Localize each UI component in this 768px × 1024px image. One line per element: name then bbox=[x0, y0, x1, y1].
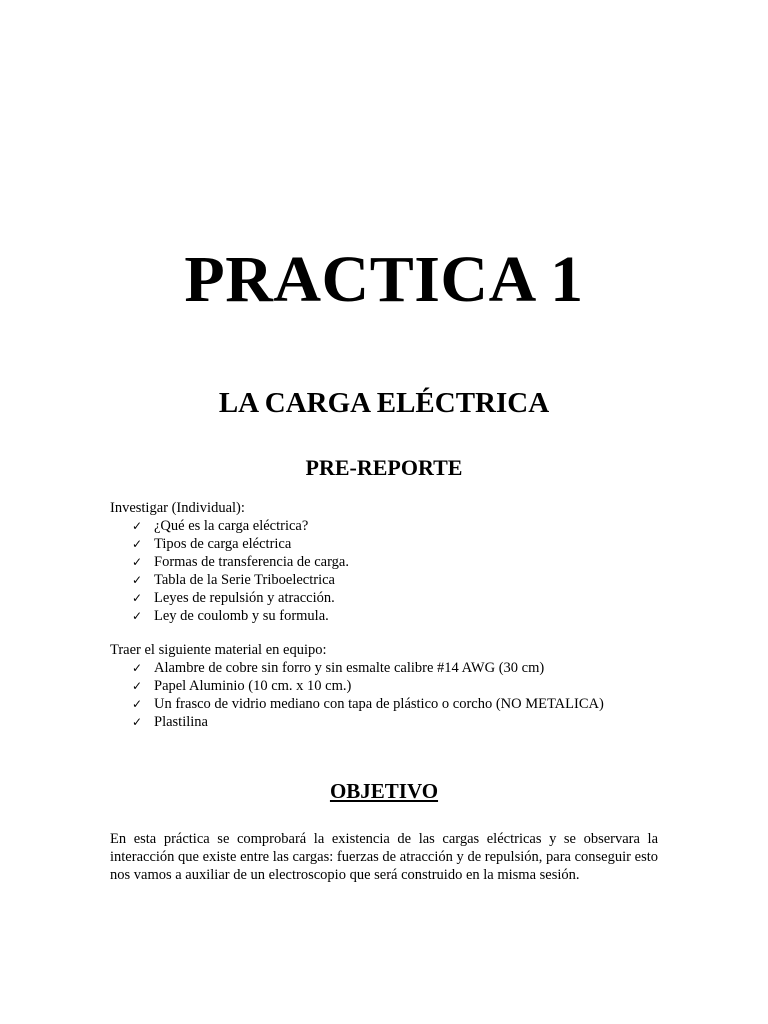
list-item-text: Tipos de carga eléctrica bbox=[154, 536, 292, 552]
checkmark-icon: ✓ bbox=[132, 609, 143, 623]
list-item-text: Tabla de la Serie Triboelectrica bbox=[154, 572, 335, 588]
research-list bbox=[110, 517, 660, 625]
list-item bbox=[132, 553, 660, 571]
list-item-text: Alambre de cobre sin forro y sin esmalte calibre #14 AWG (30 cm) bbox=[154, 660, 545, 676]
list-item-text: Ley de coulomb y su formula. bbox=[154, 608, 329, 624]
list-item bbox=[132, 607, 660, 625]
material-intro: Traer el siguiente material en equipo: bbox=[110, 642, 327, 658]
research-block bbox=[110, 499, 660, 625]
objective-heading: OBJETIVO bbox=[329, 779, 439, 803]
list-item-text: ¿Qué es la carga eléctrica? bbox=[154, 518, 309, 534]
list-item bbox=[132, 695, 660, 713]
research-intro: Investigar (Individual): bbox=[110, 500, 245, 516]
checkmark-icon: ✓ bbox=[132, 573, 143, 587]
checkmark-icon: ✓ bbox=[132, 519, 143, 533]
checkmark-icon: ✓ bbox=[132, 661, 143, 675]
objective-paragraph: En esta práctica se comprobará la existencia de las cargas eléctricas y se observara la interacción que existe entre las cargas: fuerzas de atracción y de repulsión, para conseguir esto nos vamos a auxiliar de un electroscopio que será construido en la misma sesión. bbox=[110, 831, 658, 883]
page-title: PRACTICA 1 bbox=[184, 243, 584, 316]
list-item-text: Leyes de repulsión y atracción. bbox=[154, 590, 335, 606]
list-item bbox=[132, 517, 660, 535]
list-item-text: Papel Aluminio (10 cm. x 10 cm.) bbox=[154, 678, 352, 694]
list-item-text: Formas de transferencia de carga. bbox=[154, 554, 349, 570]
checkmark-icon: ✓ bbox=[132, 591, 143, 605]
section-heading-pre-reporte: PRE-REPORTE bbox=[305, 455, 463, 480]
checkmark-icon: ✓ bbox=[132, 555, 143, 569]
list-item bbox=[132, 571, 660, 589]
checkmark-icon: ✓ bbox=[132, 697, 143, 711]
list-item bbox=[132, 677, 660, 695]
material-block bbox=[110, 641, 660, 731]
list-item-text: Un frasco de vidrio mediano con tapa de plástico o corcho (NO METALICA) bbox=[154, 696, 604, 712]
list-item bbox=[132, 535, 660, 553]
list-item-text: Plastilina bbox=[154, 714, 208, 730]
list-item bbox=[132, 589, 660, 607]
checkmark-icon: ✓ bbox=[132, 715, 143, 729]
checkmark-icon: ✓ bbox=[132, 537, 143, 551]
list-item bbox=[132, 659, 660, 677]
page-subtitle: LA CARGA ELÉCTRICA bbox=[218, 387, 550, 419]
checkmark-icon: ✓ bbox=[132, 679, 143, 693]
material-list bbox=[110, 659, 660, 731]
list-item bbox=[132, 713, 660, 731]
